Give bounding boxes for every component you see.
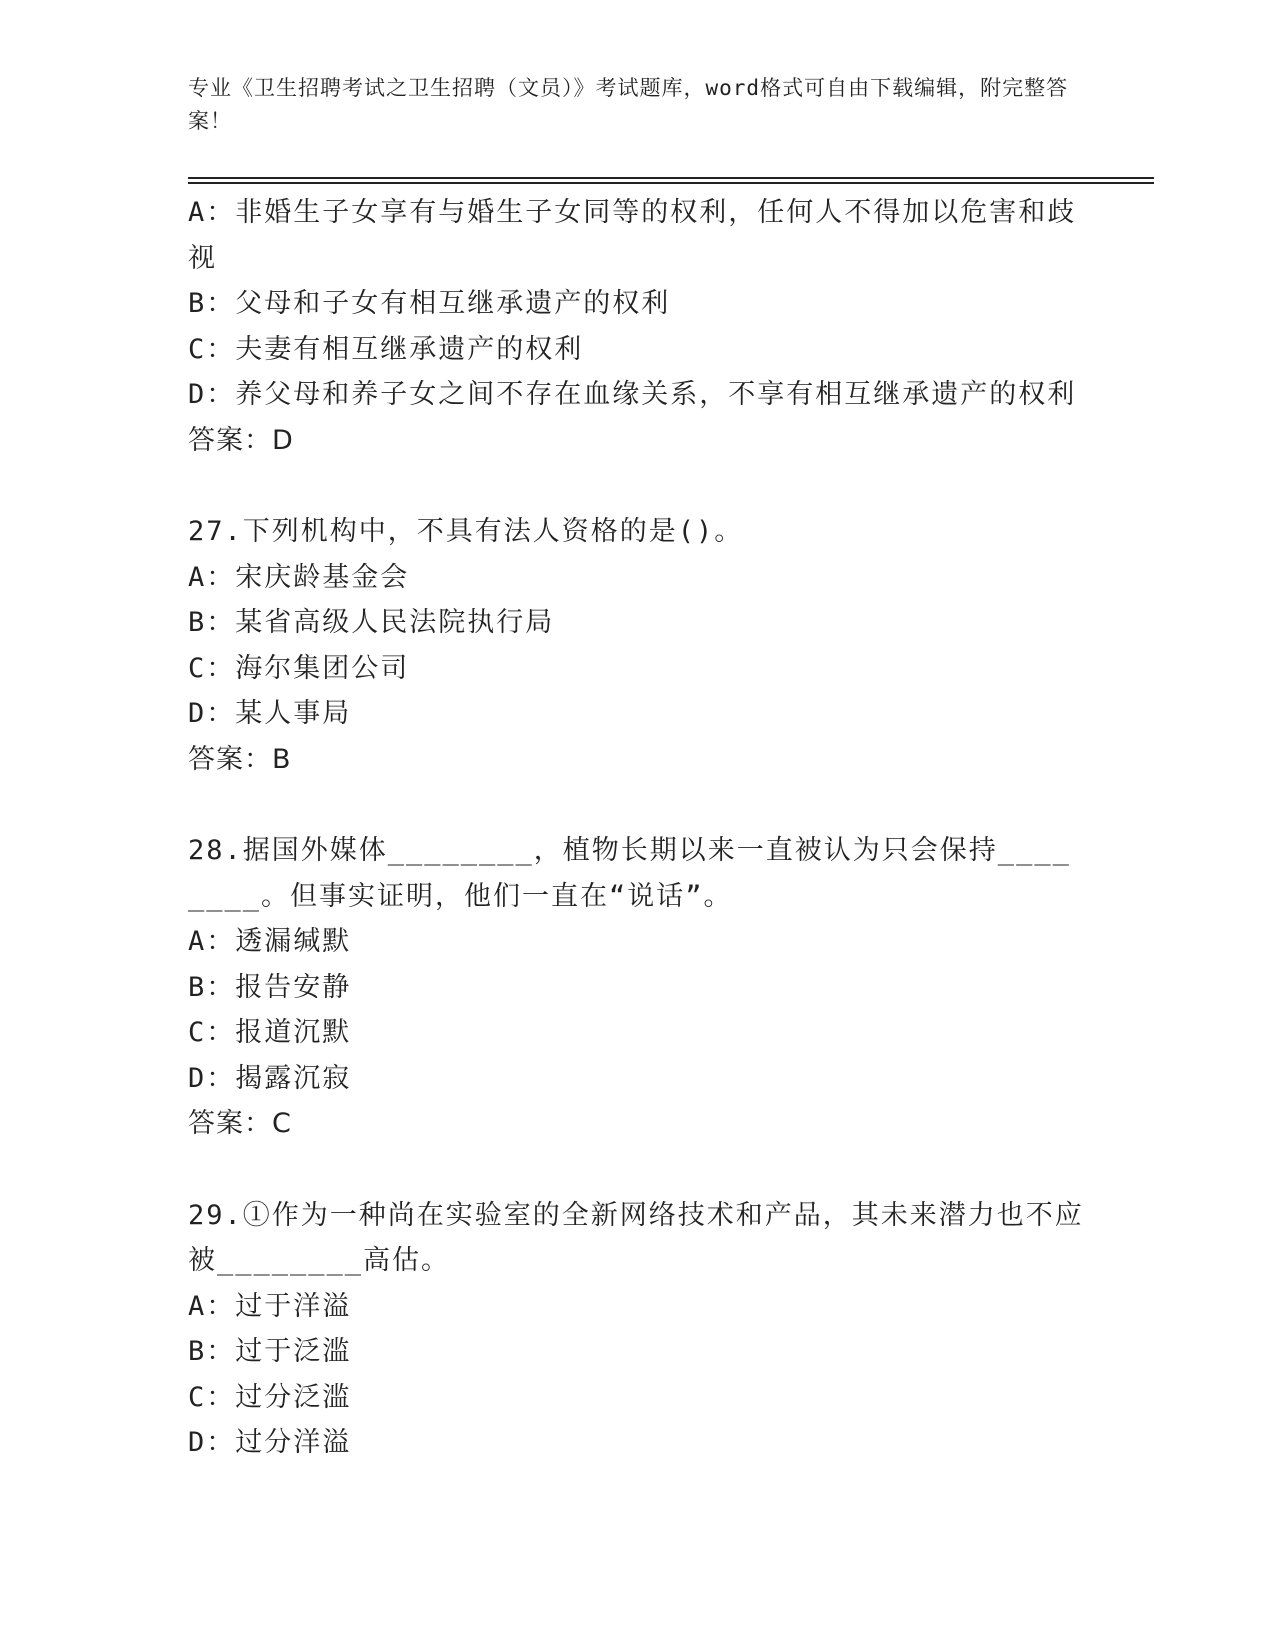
- header-divider-top: [188, 177, 1154, 179]
- option-d: D：养父母和养子女之间不存在血缘关系，不享有相互继承遗产的权利: [188, 379, 1077, 410]
- option-c: C：夫妻有相互继承遗产的权利: [188, 333, 584, 365]
- option-b: B：父母和子女有相互继承遗产的权利: [188, 288, 671, 319]
- question-stem: 28.据国外媒体________，植物长期以来一直被认为只会保持________。但事实证明，他们一直在“说话”。: [188, 835, 1071, 912]
- option-c: C：报道沉默: [188, 1017, 352, 1048]
- question-stem: 29.①作为一种尚在实验室的全新网络技术和产品，其未来潜力也不应被________高估。: [188, 1199, 1084, 1276]
- option-a: A：宋庆龄基金会: [188, 561, 410, 593]
- option-a: A：过于洋溢: [188, 1290, 352, 1322]
- question-28: [188, 828, 1088, 1147]
- question-29: [188, 1193, 1088, 1466]
- question-list: [188, 190, 1088, 1466]
- option-b: B：报告安静: [188, 971, 352, 1003]
- option-d: D：过分洋溢: [188, 1427, 352, 1458]
- spacer: [188, 1147, 1088, 1193]
- spacer: [188, 463, 1088, 509]
- header-divider-bottom: [188, 182, 1154, 184]
- option-b: B：某省高级人民法院执行局: [188, 607, 555, 638]
- question-27: [188, 509, 1088, 782]
- option-a: A：非婚生子女享有与婚生子女同等的权利，任何人不得加以危害和歧视: [188, 197, 1077, 274]
- option-d: D：某人事局: [188, 698, 352, 729]
- option-b: B：过于泛滥: [188, 1336, 352, 1367]
- answer: 答案：C: [188, 1108, 292, 1139]
- question-26-tail: [188, 190, 1088, 463]
- answer: 答案：B: [188, 743, 292, 775]
- spacer: [188, 782, 1088, 828]
- option-c: C：过分泛滥: [188, 1381, 352, 1413]
- document-header: 专业《卫生招聘考试之卫生招聘（文员）》考试题库，word格式可自由下载编辑，附完整答案！: [188, 76, 1069, 133]
- option-a: A：透漏缄默: [188, 926, 352, 957]
- answer: 答案：D: [188, 424, 294, 456]
- option-c: C：海尔集团公司: [188, 652, 410, 684]
- question-stem: 27.下列机构中，不具有法人资格的是()。: [188, 516, 744, 547]
- option-d: D：揭露沉寂: [188, 1062, 352, 1094]
